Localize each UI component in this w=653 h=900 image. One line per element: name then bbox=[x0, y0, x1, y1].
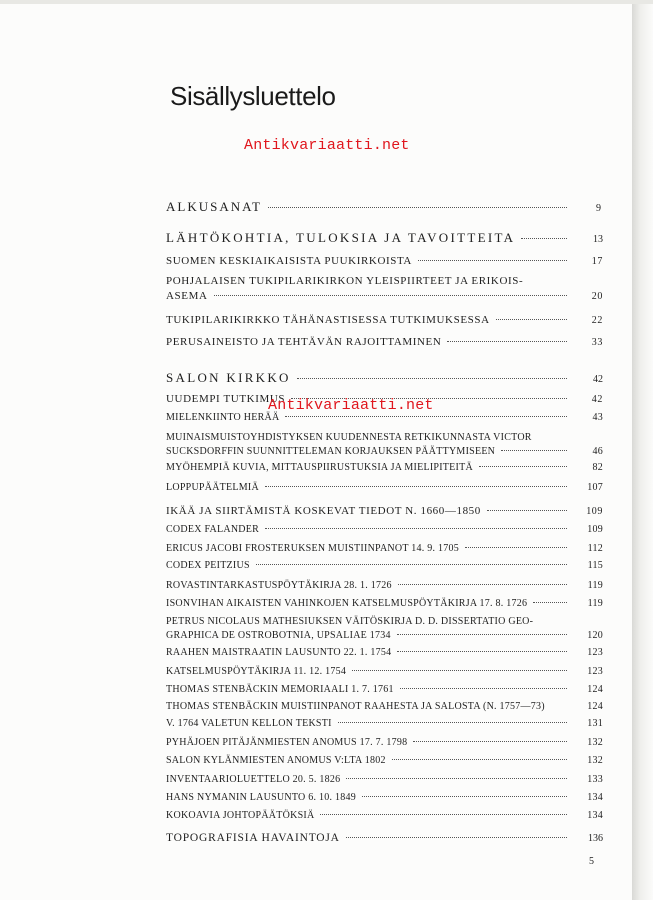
toc-entry bbox=[166, 737, 603, 748]
dot-leader bbox=[338, 722, 567, 723]
toc-entry-label: ROVASTINTARKASTUSPÖYTÄKIRJA 28. 1. 1726 bbox=[166, 580, 392, 591]
toc-entry bbox=[166, 524, 603, 535]
toc-entry-label: INVENTAARIOLUETTELO 20. 5. 1826 bbox=[166, 774, 341, 785]
watermark-top: Antikvariaatti.net bbox=[244, 137, 410, 154]
toc-entry-label: CODEX PEITZIUS bbox=[166, 560, 250, 571]
toc-entry-page: 43 bbox=[592, 412, 603, 423]
toc-entry-page: 46 bbox=[592, 446, 603, 457]
toc-entry bbox=[166, 792, 603, 803]
watermark-middle: Antikvariaatti.net bbox=[268, 397, 434, 414]
toc-entry bbox=[166, 370, 603, 386]
dot-leader bbox=[397, 651, 567, 652]
toc-entry-label: THOMAS STENBÄCKIN MUISTIINPANOT RAAHESTA JA SALOSTA (N. 1757—73) bbox=[166, 701, 545, 712]
toc-entry bbox=[166, 255, 603, 267]
dot-leader bbox=[265, 486, 567, 487]
toc-entry-page: 109 bbox=[587, 524, 603, 535]
toc-entry bbox=[166, 684, 603, 695]
toc-entry-page: 136 bbox=[588, 833, 603, 844]
toc-entry-page: 131 bbox=[587, 718, 603, 729]
dot-leader bbox=[346, 837, 567, 838]
toc-entry bbox=[166, 666, 603, 677]
dot-leader bbox=[362, 796, 567, 797]
dot-leader bbox=[320, 814, 567, 815]
dot-leader bbox=[418, 260, 567, 261]
toc-entry bbox=[166, 718, 603, 729]
toc-entry bbox=[166, 598, 603, 609]
dot-leader bbox=[487, 510, 567, 511]
toc-entry-page: 133 bbox=[587, 774, 603, 785]
toc-entry-page: 134 bbox=[587, 810, 603, 821]
toc-entry bbox=[166, 230, 603, 246]
toc-entry-page: 9 bbox=[596, 203, 603, 214]
toc-entry-label: SALON KIRKKO bbox=[166, 370, 291, 385]
page-number: 5 bbox=[589, 856, 594, 867]
toc-entry bbox=[166, 774, 603, 785]
toc-entry-label: THOMAS STENBÄCKIN MEMORIAALI 1. 7. 1761 bbox=[166, 684, 394, 695]
toc-entry-page: 107 bbox=[587, 482, 603, 493]
toc-entry-page: 124 bbox=[587, 684, 603, 695]
toc-entry-continuation bbox=[166, 446, 603, 457]
toc-entry bbox=[166, 647, 603, 658]
toc-entry-label: SALON KYLÄNMIESTEN ANOMUS V:LTA 1802 bbox=[166, 755, 386, 766]
toc-entry bbox=[166, 755, 603, 766]
page-title: Sisällysluettelo bbox=[170, 81, 336, 111]
toc-entry-label: MIELENKIINTO HERÄÄ bbox=[166, 412, 280, 423]
toc-entry-label: PERUSAINEISTO JA TEHTÄVÄN RAJOITTAMINEN bbox=[166, 336, 442, 348]
dot-leader bbox=[268, 207, 567, 208]
toc-entry-label: LOPPUPÄÄTELMIÄ bbox=[166, 482, 259, 493]
toc-entry bbox=[166, 432, 603, 443]
toc-entry-page: 119 bbox=[587, 598, 603, 609]
dot-leader bbox=[297, 378, 567, 379]
toc-entry-label: POHJALAISEN TUKIPILARIKIRKON YLEISPIIRTEET JA ERIKOIS- bbox=[166, 275, 524, 287]
toc-entry-page: 123 bbox=[587, 647, 603, 658]
toc-entry bbox=[166, 580, 603, 591]
toc-entry-label: ERICUS JACOBI FROSTERUKSEN MUISTIINPANOT 14. 9. 1705 bbox=[166, 543, 460, 554]
dot-leader bbox=[256, 564, 567, 565]
toc-entry-page: 134 bbox=[587, 792, 603, 803]
toc-entry-page: 22 bbox=[591, 315, 603, 326]
toc-entry-page: 123 bbox=[587, 666, 603, 677]
toc-entry-continuation bbox=[166, 290, 603, 302]
dot-leader bbox=[465, 547, 567, 548]
toc-entry-label: ASEMA bbox=[166, 290, 208, 302]
toc-entry-page: 33 bbox=[591, 337, 603, 348]
dot-leader bbox=[447, 341, 567, 342]
toc-entry-continuation bbox=[166, 630, 603, 641]
toc-entry-label: CODEX FALANDER bbox=[166, 524, 260, 535]
toc-entry-label: LÄHTÖKOHTIA, TULOKSIA JA TAVOITTEITA bbox=[166, 230, 516, 245]
toc-entry-label: KOKOAVIA JOHTOPÄÄTÖKSIÄ bbox=[166, 810, 315, 821]
dot-leader bbox=[285, 416, 567, 417]
dot-leader bbox=[398, 584, 567, 585]
dot-leader bbox=[521, 238, 567, 239]
toc-entry-label: ISONVIHAN AIKAISTEN VAHINKOJEN KATSELMUSPÖYTÄKIRJA 17. 8. 1726 bbox=[166, 598, 528, 609]
toc-entry-page: 109 bbox=[586, 506, 603, 517]
toc-entry-page: 13 bbox=[593, 234, 603, 245]
page-top-edge bbox=[0, 0, 653, 4]
dot-leader bbox=[400, 688, 567, 689]
dot-leader bbox=[397, 634, 567, 635]
toc-entry-page: 115 bbox=[587, 560, 603, 571]
dot-leader bbox=[392, 759, 567, 760]
toc-entry-label: HANS NYMANIN LAUSUNTO 6. 10. 1849 bbox=[166, 792, 357, 803]
toc-entry bbox=[166, 275, 603, 287]
toc-entry-page: 132 bbox=[587, 755, 603, 766]
toc-entry bbox=[166, 701, 603, 712]
toc-entry-label: IKÄÄ JA SIIRTÄMISTÄ KOSKEVAT TIEDOT N. 1660—1850 bbox=[166, 505, 481, 517]
page-edge bbox=[632, 0, 653, 900]
toc-entry-label: KATSELMUSPÖYTÄKIRJA 11. 12. 1754 bbox=[166, 666, 347, 677]
toc-entry-label: V. 1764 VALETUN KELLON TEKSTI bbox=[166, 718, 332, 729]
toc-entry-label: TOPOGRAFISIA HAVAINTOJA bbox=[166, 832, 340, 844]
toc-entry-page: 112 bbox=[587, 543, 603, 554]
toc-entry bbox=[166, 505, 603, 517]
toc-entry-page: 120 bbox=[587, 630, 603, 641]
toc-entry-label: RAAHEN MAISTRAATIN LAUSUNTO 22. 1. 1754 bbox=[166, 647, 392, 658]
dot-leader bbox=[501, 450, 567, 451]
dot-leader bbox=[413, 741, 567, 742]
toc-entry-page: 119 bbox=[587, 580, 603, 591]
dot-leader bbox=[479, 466, 567, 467]
toc-entry bbox=[166, 199, 603, 215]
dot-leader bbox=[352, 670, 567, 671]
dot-leader bbox=[533, 602, 567, 603]
toc-entry-page: 132 bbox=[587, 737, 603, 748]
toc-entry bbox=[166, 560, 603, 571]
toc-entry-page: 17 bbox=[591, 256, 603, 267]
toc-entry-label: GRAPHICA DE OSTROBOTNIA, UPSALIAE 1734 bbox=[166, 630, 391, 641]
toc-entry-label: MYÖHEMPIÄ KUVIA, MITTAUSPIIRUSTUKSIA JA MIELIPITEITÄ bbox=[166, 462, 473, 473]
toc-entry-label: SUOMEN KESKIAIKAISISTA PUUKIRKOISTA bbox=[166, 255, 412, 267]
toc-entry-page: 20 bbox=[591, 291, 603, 302]
toc-entry bbox=[166, 810, 603, 821]
dot-leader bbox=[496, 319, 567, 320]
toc-entry bbox=[166, 482, 603, 493]
toc-entry-label: SUCKSDORFFIN SUUNNITTELEMAN KORJAUKSEN PÄÄTTYMISEEN bbox=[166, 446, 496, 457]
toc-entry-label: PYHÄJOEN PITÄJÄNMIESTEN ANOMUS 17. 7. 1798 bbox=[166, 737, 408, 748]
toc-entry-label: PETRUS NICOLAUS MATHESIUKSEN VÄITÖSKIRJA D. D. DISSERTATIO GEO- bbox=[166, 616, 534, 627]
toc-entry-page: 124 bbox=[587, 701, 603, 712]
dot-leader bbox=[346, 778, 567, 779]
toc-entry-label: MUINAISMUISTOYHDISTYKSEN KUUDENNESTA RETKIKUNNASTA VICTOR bbox=[166, 432, 532, 443]
toc-entry bbox=[166, 314, 603, 326]
toc-entry bbox=[166, 462, 603, 473]
toc-entry-label: ALKUSANAT bbox=[166, 199, 262, 214]
toc-entry-page: 42 bbox=[593, 374, 603, 385]
dot-leader bbox=[265, 528, 567, 529]
toc-entry bbox=[166, 336, 603, 348]
toc-entry-page: 42 bbox=[591, 394, 603, 405]
toc-entry bbox=[166, 832, 603, 844]
dot-leader bbox=[214, 295, 567, 296]
toc-entry bbox=[166, 616, 603, 627]
toc-entry-label: UUDEMPI TUTKIMUS bbox=[166, 393, 286, 405]
toc-entry-page: 82 bbox=[592, 462, 603, 473]
toc-entry bbox=[166, 543, 603, 554]
toc-entry-label: TUKIPILARIKIRKKO TÄHÄNASTISESSA TUTKIMUKSESSA bbox=[166, 314, 490, 326]
